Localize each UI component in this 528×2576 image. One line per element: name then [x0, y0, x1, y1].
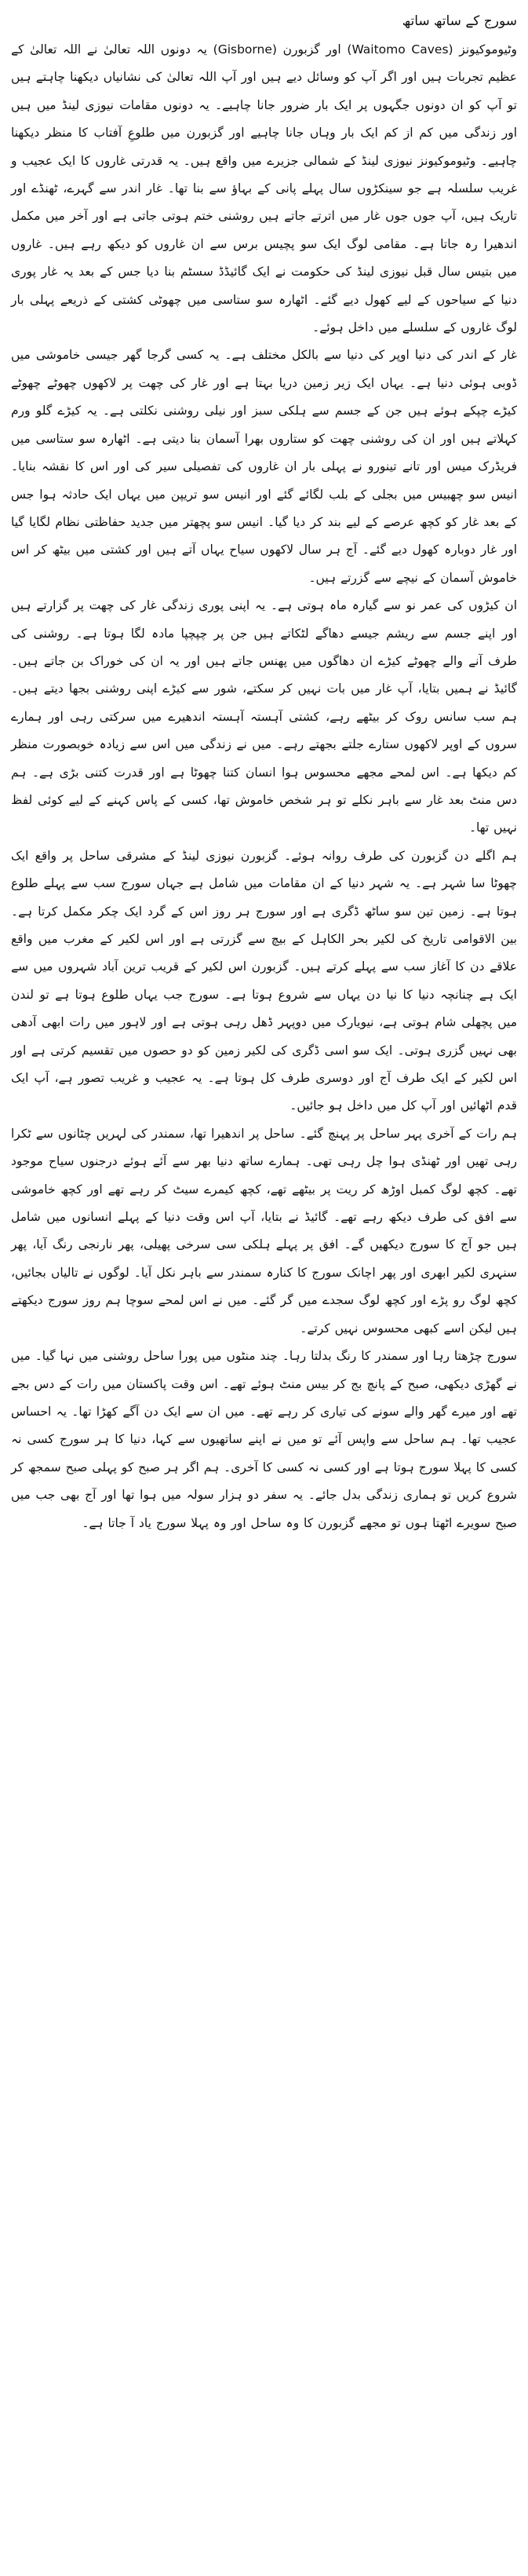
article-paragraph: ان کیڑوں کی عمر نو سے گیارہ ماہ ہوتی ہے۔ یہ اپنی پوری زندگی غار کی چھت پر گزارتے ہیں اور اپنے جسم سے ریشم جیسے دھاگے لٹکاتے ہیں جن پر چپچپا مادہ لگا ہوتا ہے۔ روشنی کی طرف آنے والے چھوٹے کیڑے ان دھاگوں میں پھنس جاتے ہیں اور یہ ان کی خوراک بن جاتے ہیں۔ گائیڈ نے ہمیں بتایا، آپ غار میں بات نہیں کر سکتے، شور سے کیڑے اپنی روشنی بجھا دیتے ہیں۔ ہم سب سانس روک کر بیٹھے رہے، کشتی آہستہ آہستہ اندھیرے میں سرکتی رہی اور ہمارے سروں کے اوپر لاکھوں ستارے جلتے بجھتے رہے۔ میں نے زندگی میں اس سے زیادہ خوبصورت منظر کم دیکھا ہے۔ اس لمحے مجھے محسوس ہوا انسان کتنا چھوٹا ہے اور قدرت کتنی بڑی ہے۔ ہم دس منٹ بعد غار سے باہر نکلے تو ہر شخص خاموش تھا، کسی کے پاس کہنے کے لیے کوئی لفظ نہیں تھا۔ — [11, 598, 517, 835]
article-title: سورج کے ساتھ ساتھ — [402, 13, 517, 29]
article-paragraph: ہم اگلے دن گزبورن کی طرف روانہ ہوئے۔ گزبورن نیوزی لینڈ کے مشرقی ساحل پر واقع ایک چھوٹا سا شہر ہے۔ یہ شہر دنیا کے ان مقامات میں شامل ہے جہاں سورج سب سے پہلے طلوع ہوتا ہے۔ زمین تین سو ساٹھ ڈگری ہے اور سورج ہر روز اس کے گرد ایک چکر مکمل کرتا ہے۔ بین الاقوامی تاریخ کی لکیر بحر الکاہل کے بیچ سے گزرتی ہے اور اس لکیر کے مغرب میں واقع علاقے دن کا آغاز سب سے پہلے کرتے ہیں۔ گزبورن اس لکیر کے قریب ترین آباد شہروں میں سے ایک ہے چنانچہ دنیا کا نیا دن یہاں سے شروع ہوتا ہے۔ سورج جب یہاں طلوع ہوتا ہے تو لندن میں پچھلی شام ہوتی ہے، نیویارک میں دوپہر ڈھل رہی ہوتی ہے اور لاہور میں رات ابھی آدھی بھی نہیں گزری ہوتی۔ ایک سو اسی ڈگری کی لکیر زمین کو دو حصوں میں تقسیم کرتی ہے اور اس لکیر کے ایک طرف آج اور دوسری طرف کل ہوتا ہے۔ یہ عجیب و غریب تصور ہے، آپ ایک قدم اٹھائیں اور آپ کل میں داخل ہو جائیں۔ — [11, 848, 517, 1113]
article-body — [11, 36, 517, 1537]
article-paragraph: ہم رات کے آخری پہر ساحل پر پہنچ گئے۔ ساحل پر اندھیرا تھا، سمندر کی لہریں چٹانوں سے ٹکرا رہی تھیں اور ٹھنڈی ہوا چل رہی تھی۔ ہمارے ساتھ دنیا بھر سے آئے ہوئے درجنوں سیاح موجود تھے۔ کچھ لوگ کمبل اوڑھ کر ریت پر بیٹھے تھے، کچھ کیمرے سیٹ کر رہے تھے اور کچھ خاموشی سے افق کی طرف دیکھ رہے تھے۔ گائیڈ نے بتایا، آپ اس وقت دنیا کے پہلے انسانوں میں شامل ہیں جو آج کا سورج دیکھیں گے۔ افق پر پہلے ہلکی سی سرخی پھیلی، پھر نارنجی رنگ آیا، پھر سنہری لکیر ابھری اور پھر اچانک سورج کا کنارہ سمندر سے باہر نکل آیا۔ لوگوں نے تالیاں بجائیں، کچھ لوگ رو پڑے اور کچھ لوگ سجدے میں گر گئے۔ میں نے اس لمحے سوچا ہم روز سورج دیکھتے ہیں لیکن اسے کبھی محسوس نہیں کرتے۔ — [11, 1126, 517, 1336]
article-paragraph: وٹیوموکیونز (Waitomo Caves) اور گزبورن (Gisborne) یہ دونوں اللہ تعالیٰ نے اللہ تعالیٰ کے عظیم تجربات ہیں اور اگر آپ کو وسائل دیے ہیں اور آپ اللہ تعالیٰ کی نشانیاں دیکھنا چاہتے ہیں تو آپ کو ان دونوں جگہوں پر ایک بار ضرور جانا چاہیے۔ یہ دونوں مقامات نیوزی لینڈ میں ہیں اور زندگی میں کم از کم ایک بار وہاں جانا چاہیے اور گزبورن میں طلوعِ آفتاب کا منظر دیکھنا چاہیے۔ وٹیوموکیونز نیوزی لینڈ کے شمالی جزیرے میں واقع ہیں۔ یہ قدرتی غاروں کا ایک عجیب و غریب سلسلہ ہے جو سینکڑوں سال پہلے پانی کے بہاؤ سے بنا تھا۔ غار اندر سے گہرے، ٹھنڈے اور تاریک ہیں، آپ جوں جوں غار میں اترتے جاتے ہیں روشنی ختم ہوتی جاتی ہے اور آخر میں مکمل اندھیرا رہ جاتا ہے۔ مقامی لوگ ایک سو پچیس برس سے ان غاروں کو دیکھ رہے ہیں۔ غاروں میں بتیس سال قبل نیوزی لینڈ کی حکومت نے ایک گائیڈڈ سسٹم بنا دیا جس کے بعد یہ غار پوری دنیا کے سیاحوں کے لیے کھول دیے گئے۔ اٹھارہ سو ستاسی میں چھوٹی کشتی کے ذریعے پہلی بار لوگ غاروں کے سلسلے میں داخل ہوئے۔ — [11, 42, 517, 335]
article-paragraph: غار کے اندر کی دنیا اوپر کی دنیا سے بالکل مختلف ہے۔ یہ کسی گرجا گھر جیسی خاموشی میں ڈوبی ہوئی دنیا ہے۔ یہاں ایک زیر زمین دریا بہتا ہے اور غار کی چھت پر لاکھوں چھوٹے چھوٹے کیڑے چپکے ہوئے ہیں جن کے جسم سے ہلکی سبز اور نیلی روشنی نکلتی ہے۔ یہ کیڑے گلو ورم کہلاتے ہیں اور ان کی روشنی چھت کو ستاروں بھرا آسمان بنا دیتی ہے۔ اٹھارہ سو ستاسی میں فریڈرک میس اور تانے تینورو نے پہلی بار ان غاروں کی تفصیلی سیر کی اور اس کا نقشہ بنایا۔ انیس سو چھبیس میں بجلی کے بلب لگائے گئے اور انیس سو تریپن میں یہاں ایک حادثہ ہوا جس کے بعد غار کو کچھ عرصے کے لیے بند کر دیا گیا۔ انیس سو پچھتر میں جدید حفاظتی نظام لگایا گیا اور غار دوبارہ کھول دیے گئے۔ آج ہر سال لاکھوں سیاح یہاں آتے ہیں اور کشتی میں بیٹھ کر اس خاموش آسمان کے نیچے سے گزرتے ہیں۔ — [11, 348, 517, 585]
article-paragraph: سورج چڑھتا رہا اور سمندر کا رنگ بدلتا رہا۔ چند منٹوں میں پورا ساحل روشنی میں نہا گیا۔ میں نے گھڑی دیکھی، صبح کے پانچ بج کر بیس منٹ ہوئے تھے۔ اس وقت پاکستان میں رات کے دس بجے تھے اور میرے گھر والے سونے کی تیاری کر رہے تھے۔ میں ان سے ایک دن آگے کھڑا تھا۔ یہ احساس عجیب تھا۔ ہم ساحل سے واپس آئے تو میں نے اپنے ساتھیوں سے کہا، دنیا کا ہر سورج کسی نہ کسی کا پہلا سورج ہوتا ہے اور کسی نہ کسی کا آخری۔ ہم اگر ہر صبح کو پہلی صبح سمجھ کر شروع کریں تو ہماری زندگی بدل جائے۔ یہ سفر دو ہزار سولہ میں ہوا تھا اور آج بھی جب میں صبح سویرے اٹھتا ہوں تو مجھے گزبورن کا وہ ساحل اور وہ پہلا سورج یاد آ جاتا ہے۔ — [11, 1349, 517, 1530]
